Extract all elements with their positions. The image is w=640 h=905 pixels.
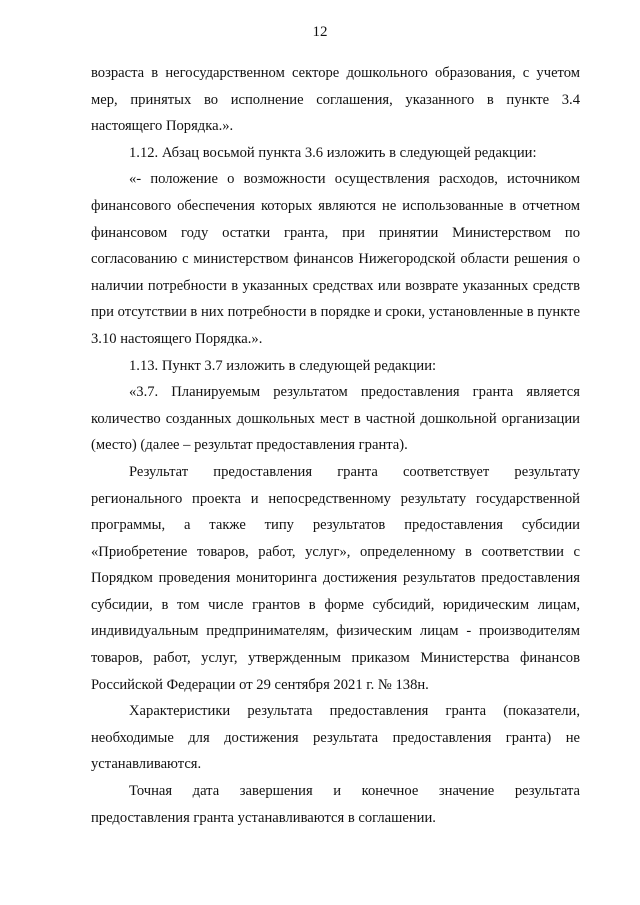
paragraph-result-correspondence: Результат предоставления гранта соответствует результату регионального проекта и непосредственному результату государственной программы, а также типу результатов предоставления субсидии «Приобретение товаров, работ, услуг», определенному в соответствии с Порядком проведения мониторинга достижения результатов предоставления субсидии, в том числе грантов в форме субсидий, юридическим лицам, индивидуальным предпринимателям, физическим лицам - производителям товаров, работ, услуг, утвержденным приказом Министерства финансов Российской Федерации от 29 сентября 2021 г. № 138н. [91,463,580,693]
paragraph-continuation: возраста в негосударственном секторе дошкольного образования, с учетом мер, принятых во исполнение соглашения, указанного в пункте 3.4 настоящего Порядка.». [91,65,580,135]
paragraph-clause-3-7: «3.7. Планируемым результатом предоставления гранта является количество созданных дошкольных мест в частной дошкольной организации (место) (далее – результат предоставления гранта). [91,384,580,454]
paragraph-result-date: Точная дата завершения и конечное значение результата предоставления гранта устанавливаются в соглашении. [91,783,580,826]
paragraph-item-1-12: 1.12. Абзац восьмой пункта 3.6 изложить в следующей редакции: [129,144,537,161]
page-number: 12 [312,24,328,40]
paragraph-quoted-provision: «- положение о возможности осуществления расходов, источником финансового обеспечения которых являются не использованные в отчетном финансовом году остатки гранта, при принятии Министерством по согласованию с министерством финансов Нижегородской области решения о наличии потребности в указанных средствах или возврате указанных средств при отсутствии в них потребности в порядке и сроки, установленные в пункте 3.10 настоящего Порядка.». [91,171,580,347]
paragraph-result-characteristics: Характеристики результата предоставления гранта (показатели, необходимые для достижения результата предоставления гранта) не устанавливаются. [91,703,580,773]
document-body [91,60,580,831]
paragraph-item-1-13: 1.13. Пункт 3.7 изложить в следующей редакции: [129,357,437,374]
